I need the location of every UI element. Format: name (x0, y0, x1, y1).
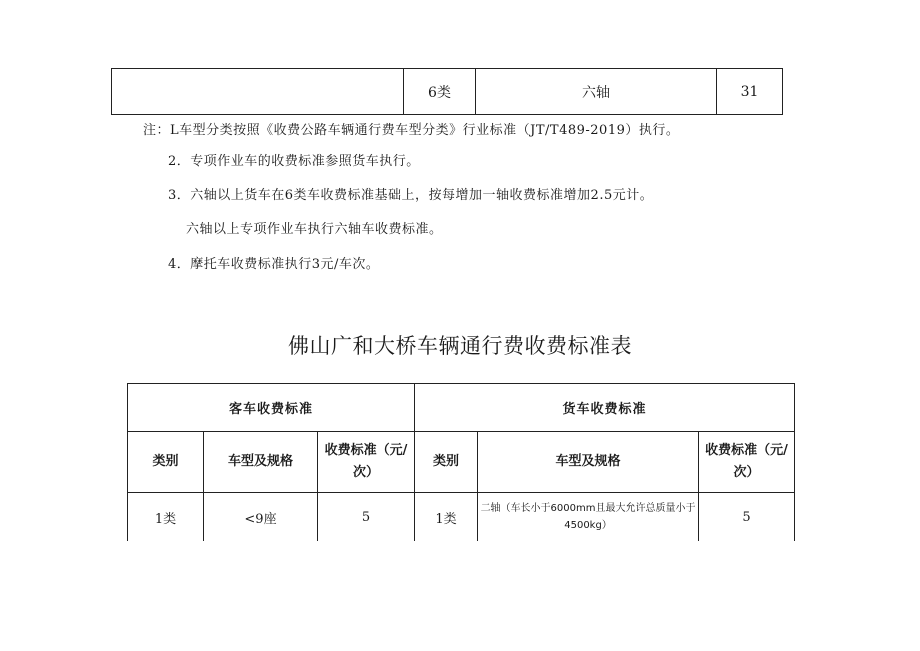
table-row (112, 69, 783, 115)
category-cell: 6类 (404, 69, 476, 115)
note-line: 3．六轴以上货车在6类车收费标准基础上，按每增加一轴收费标准增加2.5元计。 (168, 188, 654, 203)
column-header: 收费标准（元/次） (318, 432, 415, 493)
previous-fee-table (111, 68, 783, 115)
fee-standard-table (127, 383, 795, 541)
note-line: 六轴以上专项作业车执行六轴车收费标准。 (186, 222, 443, 237)
table-cell: <9座 (204, 493, 318, 542)
table-cell: 1类 (128, 493, 204, 542)
column-header-row (128, 432, 795, 493)
column-header: 车型及规格 (204, 432, 318, 493)
table-cell: 5 (699, 493, 795, 542)
column-header: 收费标准（元/次） (699, 432, 795, 493)
group-header-row (128, 384, 795, 432)
passenger-header: 客车收费标准 (128, 384, 415, 432)
axle-cell: 六轴 (476, 69, 717, 115)
page-title: 佛山广和大桥车辆通行费收费标准表 (288, 334, 632, 358)
table-cell: 二轴（车长小于6000mm且最大允许总质量小于4500kg） (478, 493, 699, 542)
column-header: 车型及规格 (478, 432, 699, 493)
fee-cell: 31 (717, 69, 783, 115)
note-line: 4．摩托车收费标准执行3元/车次。 (168, 257, 380, 272)
empty-cell (112, 69, 404, 115)
note-line: 注：L车型分类按照《收费公路车辆通行费车型分类》行业标准（JT/T489-2019）执行。 (143, 123, 680, 138)
column-header: 类别 (128, 432, 204, 493)
note-line: 2．专项作业车的收费标准参照货车执行。 (168, 154, 420, 169)
table-cell: 5 (318, 493, 415, 542)
column-header: 类别 (415, 432, 478, 493)
table-row (128, 493, 795, 542)
table-cell: 1类 (415, 493, 478, 542)
truck-header: 货车收费标准 (415, 384, 795, 432)
